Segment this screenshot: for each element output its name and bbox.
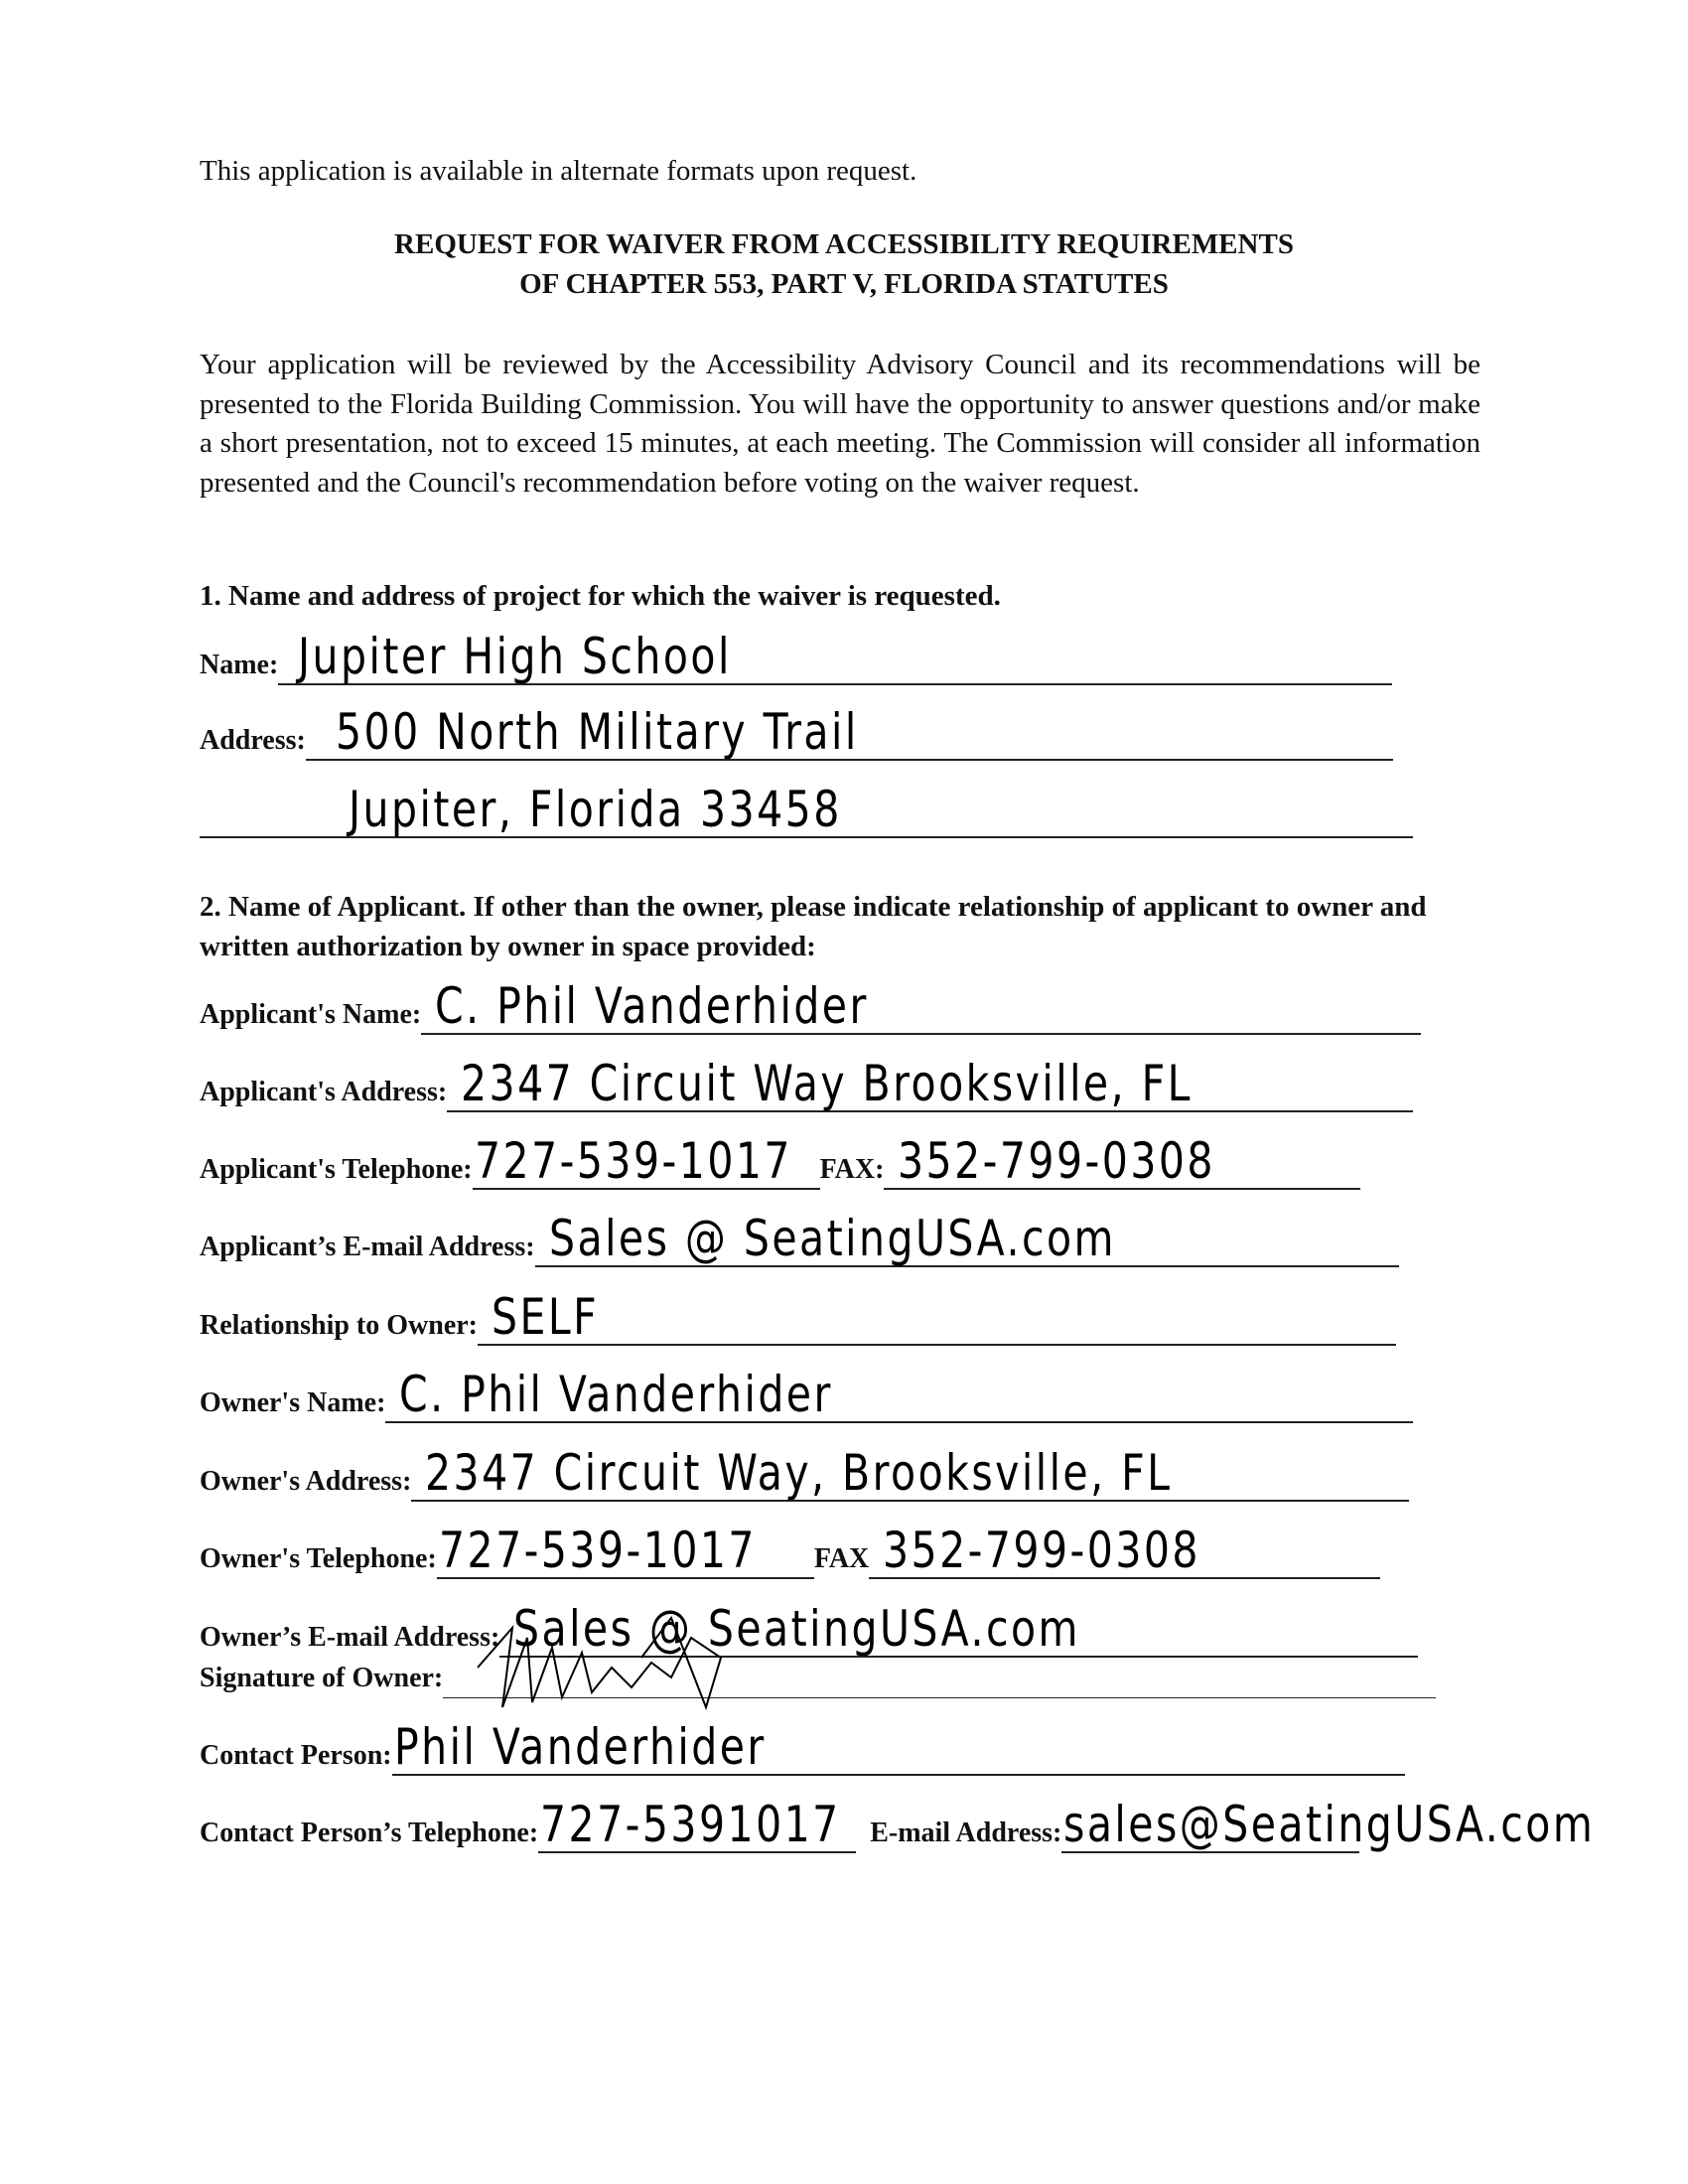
project-name-row [200,626,1392,685]
project-name-field[interactable] [278,624,1392,685]
applicant-phone-value: 727-539-1017 [474,1132,792,1190]
owner-phone-label: Owner's Telephone: [200,1543,437,1574]
owner-name-field[interactable] [385,1362,1413,1423]
signature-field[interactable] [443,1638,1436,1698]
applicant-name-row [200,975,1421,1035]
contact-phone-value: 727-5391017 [540,1796,841,1853]
project-address-line2: Jupiter, Florida 33458 [349,781,842,838]
applicant-name-field[interactable] [421,973,1421,1035]
project-address-row2 [200,779,1413,838]
relationship-label: Relationship to Owner: [200,1310,478,1341]
owner-fax-label: FAX [813,1543,870,1574]
contact-email-value: sales@SeatingUSA.com [1063,1796,1596,1853]
project-address-label: Address: [200,725,306,756]
alternate-formats-note: This application is available in alternate formats upon request. [200,155,917,187]
owner-name-label: Owner's Name: [200,1387,386,1418]
contact-person-field[interactable] [392,1714,1405,1776]
owner-address-label: Owner's Address: [200,1466,412,1497]
owner-address-field[interactable] [411,1440,1409,1502]
owner-fax-value: 352-799-0308 [883,1522,1201,1579]
project-name-value: Jupiter High School [298,628,733,685]
applicant-fax-field[interactable] [884,1128,1360,1190]
contact-phone-field[interactable] [538,1792,856,1853]
form-title-line1: REQUEST FOR WAIVER FROM ACCESSIBILITY REQUIREMENTS [394,228,1294,260]
owner-phone-field[interactable] [437,1518,814,1579]
applicant-address-label: Applicant's Address: [200,1077,448,1107]
project-address-row [200,701,1393,761]
applicant-fax-label: FAX: [819,1154,885,1185]
applicant-email-field[interactable] [535,1206,1399,1267]
applicant-phone-field[interactable] [473,1128,820,1190]
intro-paragraph: Your application will be reviewed by the Accessibility Advisory Council and its recommendations will be presented to the Florida Building Commission. You will have the opportunity to answer questions and/or make a short presentation, not to exceed 15 minutes, at each meeting. The Commission will consider all information presented and the Council's recommendation before voting on the waiver request. [200,349,1480,499]
applicant-address-row [200,1053,1413,1112]
applicant-address-value: 2347 Circuit Way Brooksville, FL [461,1055,1194,1112]
contact-phone-row [200,1794,1596,1853]
applicant-email-row [200,1208,1399,1267]
contact-person-label: Contact Person: [200,1740,392,1771]
owner-email-label: Owner’s E-mail Address: [200,1622,500,1653]
owner-address-value: 2347 Circuit Way, Brooksville, FL [425,1444,1173,1502]
form-title-line2: OF CHAPTER 553, PART V, FLORIDA STATUTES [519,268,1169,300]
project-address-field-2[interactable] [200,777,1413,838]
relationship-value: SELF [492,1288,600,1346]
section1-heading: 1. Name and address of project for which the waiver is requested. [200,580,1001,612]
owner-email-value: Sales @ SeatingUSA.com [513,1600,1081,1658]
applicant-email-label: Applicant’s E-mail Address: [200,1232,535,1262]
applicant-name-value: C. Phil Vanderhider [435,977,870,1035]
relationship-row [200,1286,1396,1346]
relationship-field[interactable] [478,1284,1396,1346]
contact-email-field[interactable] [1061,1792,1596,1853]
applicant-phone-label: Applicant's Telephone: [200,1154,473,1185]
owner-name-value: C. Phil Vanderhider [399,1366,834,1423]
owner-address-row [200,1442,1409,1502]
project-address-field[interactable] [306,699,1393,761]
section2-heading: 2. Name of Applicant. If other than the owner, please indicate relationship of applicant to owner and written authorization by owner in space provided: [200,891,1427,962]
applicant-email-value: Sales @ SeatingUSA.com [548,1210,1116,1267]
signature-label: Signature of Owner: [200,1663,444,1693]
contact-phone-label: Contact Person’s Telephone: [200,1818,539,1848]
contact-person-row [200,1716,1405,1776]
contact-person-value: Phil Vanderhider [393,1718,767,1776]
owner-signature-row [200,1639,1436,1698]
contact-email-label: E-mail Address: [870,1818,1062,1848]
applicant-name-label: Applicant's Name: [200,999,422,1030]
applicant-address-field[interactable] [447,1051,1413,1112]
project-address-line1: 500 North Military Trail [335,703,859,761]
applicant-fax-value: 352-799-0308 [898,1132,1216,1190]
owner-fax-field[interactable] [869,1518,1380,1579]
project-name-label: Name: [200,650,279,680]
owner-phone-value: 727-539-1017 [438,1522,757,1579]
owner-signature [473,1608,790,1717]
owner-phone-row [200,1520,1380,1579]
owner-name-row [200,1364,1413,1423]
applicant-phone-row [200,1130,1360,1190]
